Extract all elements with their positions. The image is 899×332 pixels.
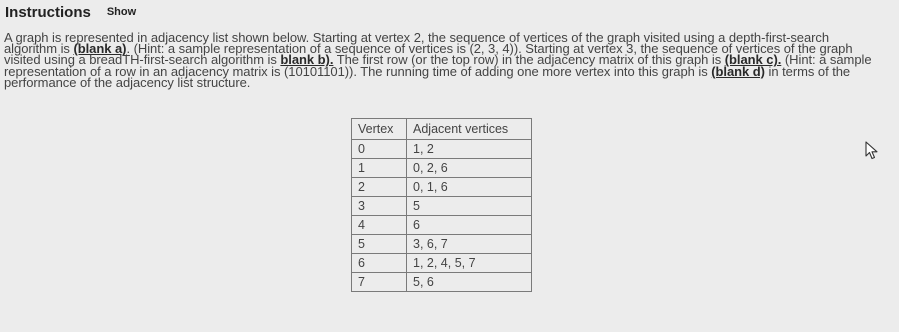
blank-a: (blank a)	[73, 41, 127, 57]
question-segment: A graph is represented in adjacency list shown below. Starting at vertex 2, the sequence of vertices of the graph visited using a depth-first-search algorithm is	[4, 30, 830, 57]
blank-d: (blank d)	[711, 63, 765, 79]
question-text	[4, 32, 884, 88]
question-segment: in terms of the performance of the adjacency list structure.	[4, 63, 851, 90]
adjacent-cell: 5, 6	[407, 273, 532, 292]
adjacent-cell: 3, 6, 7	[407, 235, 532, 254]
vertex-header: Vertex	[352, 119, 407, 140]
table-row	[352, 178, 532, 197]
vertex-cell: 2	[352, 178, 407, 197]
blank-c: (blank c).	[724, 52, 782, 68]
table-row	[352, 140, 532, 159]
vertex-cell: 0	[352, 140, 407, 159]
adjacent-cell: 5	[407, 197, 532, 216]
table-row	[352, 159, 532, 178]
question-segment: . (Hint: a sample representation of a sequence of vertices is (2, 3, 4)). Starting at vertex 3, the sequence of vertices of the graph visited using a breadTH-first-search algorithm is	[4, 41, 853, 68]
table-row	[352, 254, 532, 273]
adjacent-cell: 1, 2	[407, 140, 532, 159]
table-row	[352, 235, 532, 254]
adjacency-list-table	[351, 118, 532, 292]
instructions-title: Instructions	[5, 3, 91, 21]
vertex-cell: 4	[352, 216, 407, 235]
adjacent-cell: 1, 2, 4, 5, 7	[407, 254, 532, 273]
question-segment: (Hint: a sample representation of a row in an adjacency matrix is (10101101)). The running time of adding one more vertex into this graph is	[4, 52, 872, 79]
table-row	[352, 216, 532, 235]
adjacent-vertices-header: Adjacent vertices	[407, 119, 532, 140]
show-toggle-link[interactable]: Show	[106, 6, 137, 18]
adjacent-cell: 0, 2, 6	[407, 159, 532, 178]
vertex-cell: 5	[352, 235, 407, 254]
adjacent-cell: 6	[407, 216, 532, 235]
mouse-cursor-icon	[865, 141, 881, 161]
question-segment: The first row (or the top row) in the adjacency matrix of this graph is	[333, 52, 725, 68]
vertex-cell: 1	[352, 159, 407, 178]
table-header-row	[352, 119, 532, 140]
vertex-cell: 7	[352, 273, 407, 292]
adjacent-cell: 0, 1, 6	[407, 178, 532, 197]
table-row	[352, 273, 532, 292]
instructions-header	[5, 2, 136, 22]
table-row	[352, 197, 532, 216]
vertex-cell: 6	[352, 254, 407, 273]
blank-b: blank b).	[280, 52, 334, 68]
vertex-cell: 3	[352, 197, 407, 216]
